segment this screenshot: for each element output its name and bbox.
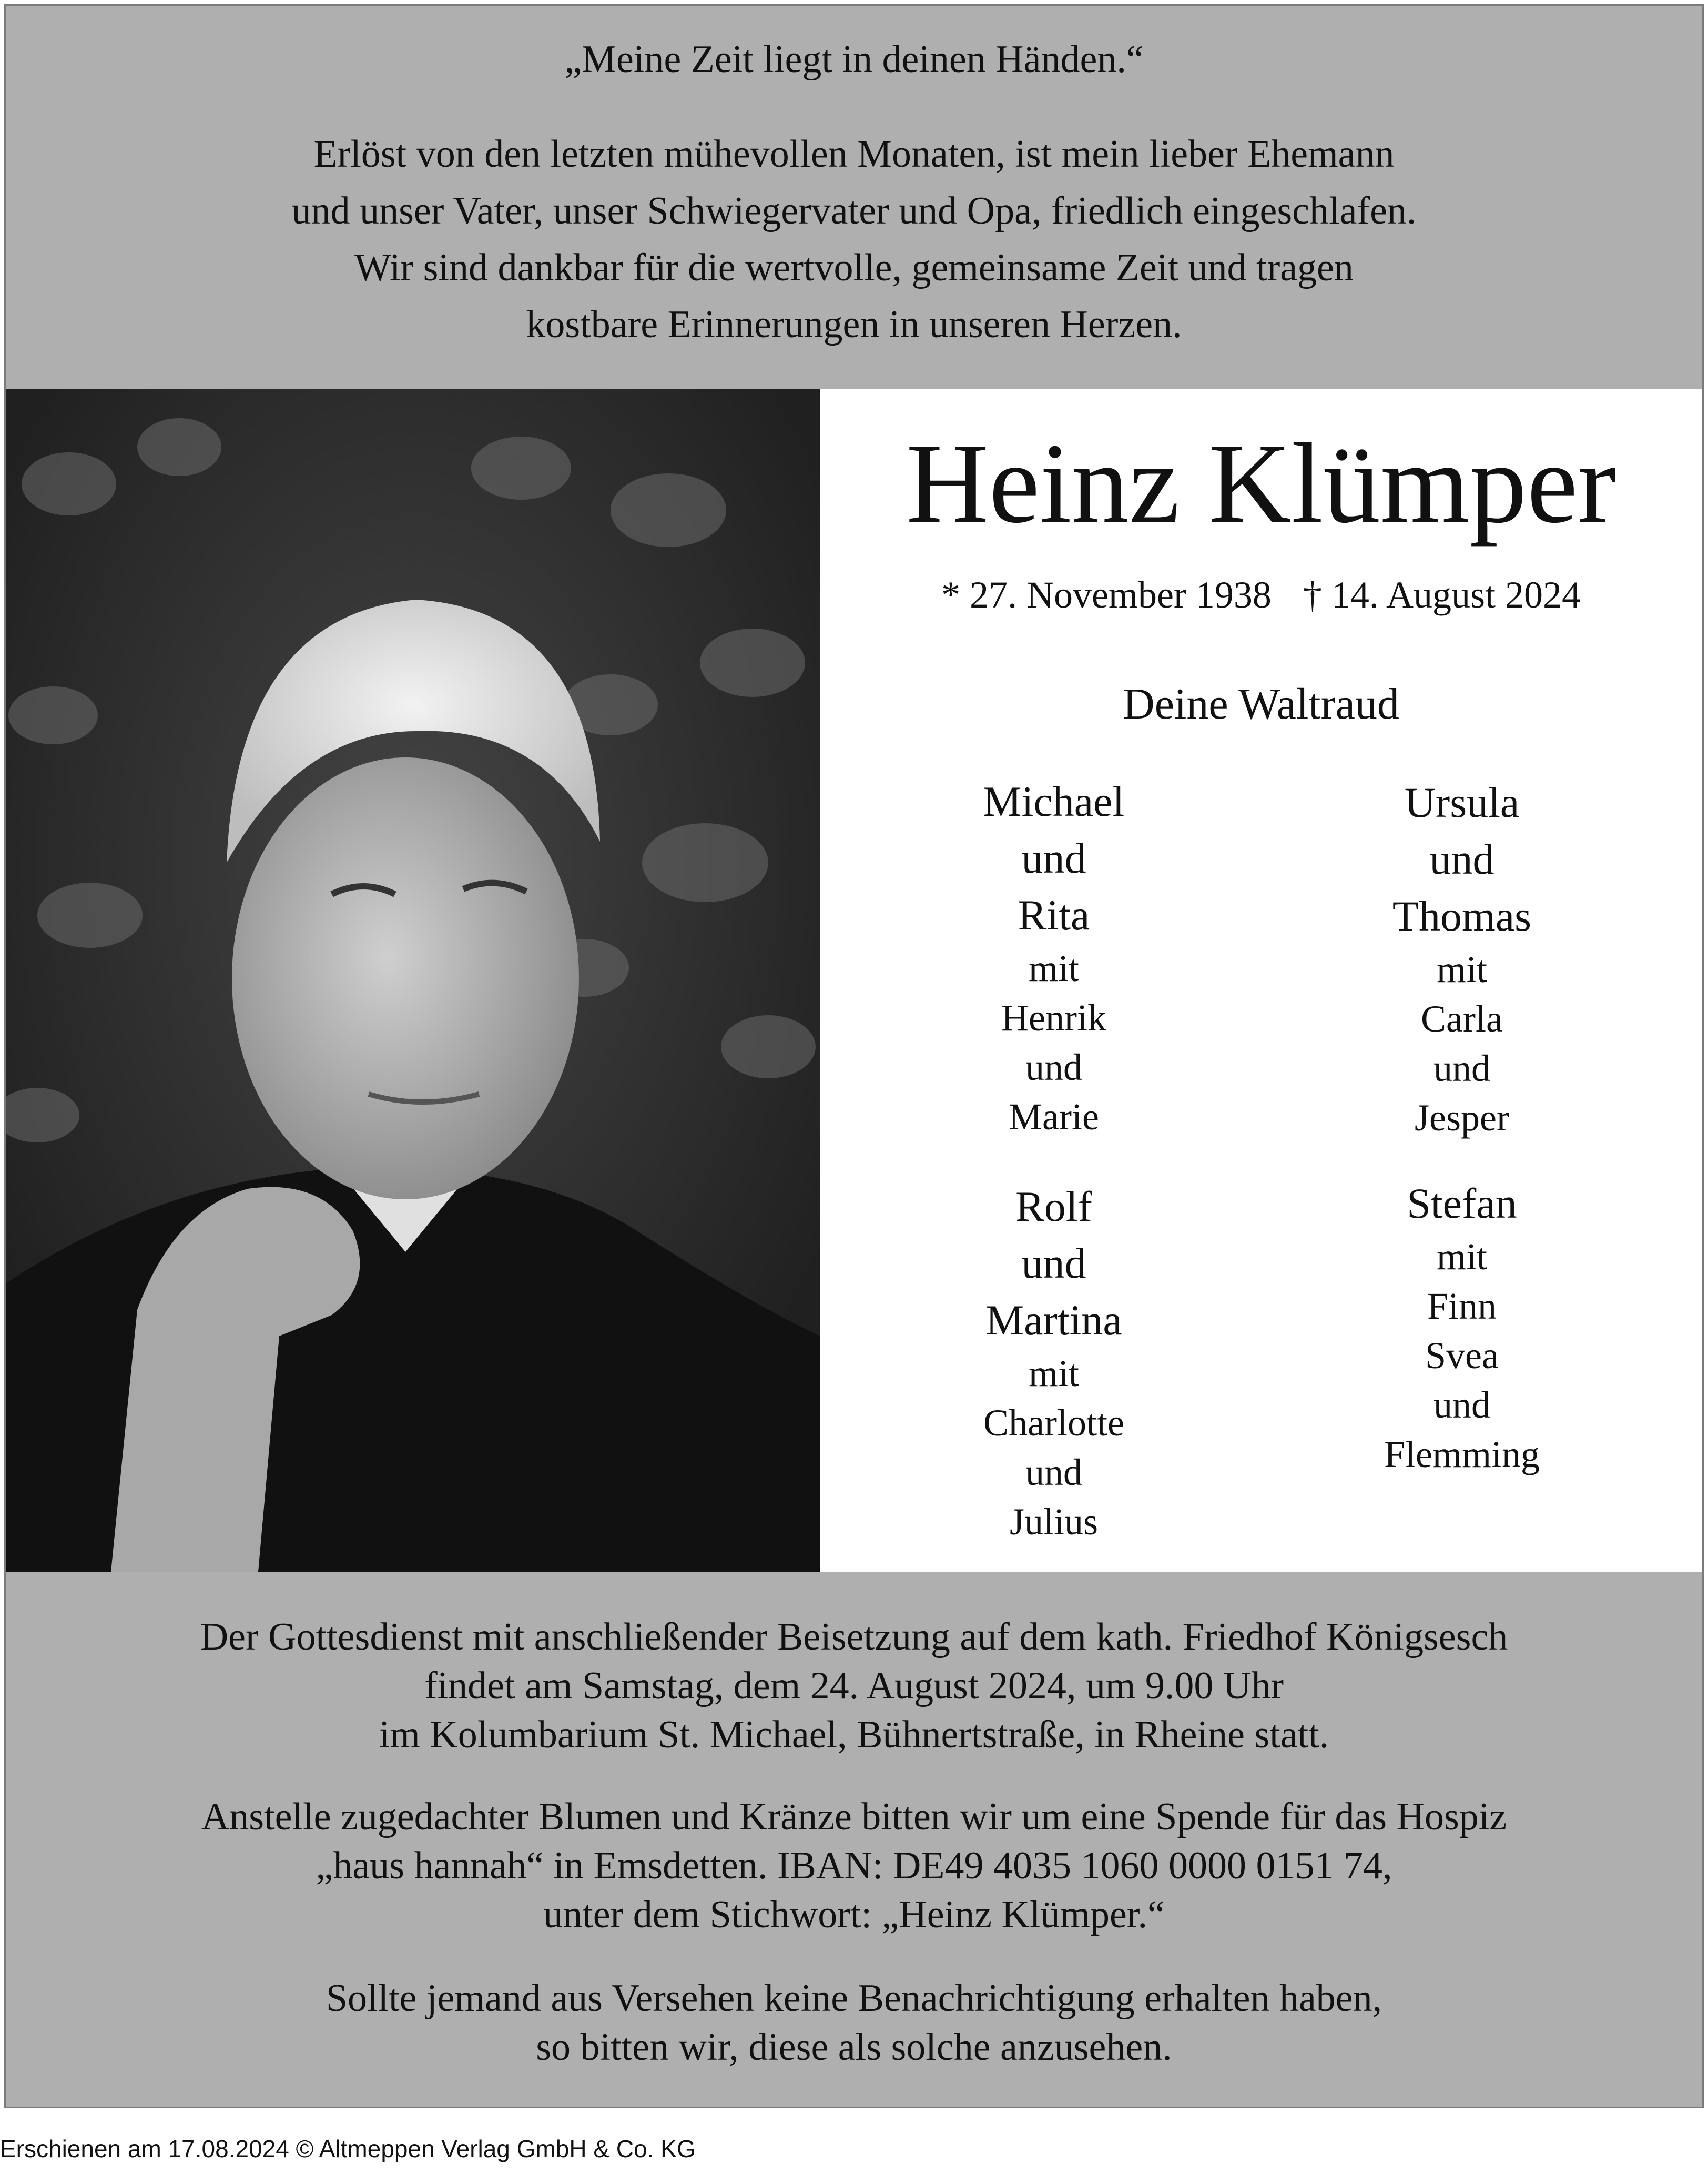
family-child: und bbox=[1025, 1451, 1082, 1493]
service-info bbox=[6, 1613, 1702, 1760]
family-group bbox=[1278, 774, 1646, 1142]
intro-text bbox=[6, 126, 1702, 353]
notice-line: so bitten wir, diese als solche anzusehen. bbox=[536, 2026, 1172, 2069]
family-child: mit bbox=[1028, 1352, 1079, 1394]
notice-info bbox=[6, 1974, 1702, 2072]
family-name: und bbox=[1021, 834, 1086, 882]
service-line: Der Gottesdienst mit anschließender Beisetzung auf dem kath. Friedhof Königsesch bbox=[200, 1615, 1508, 1659]
family-group bbox=[870, 773, 1238, 1141]
donation-line: unter dem Stichwort: „Heinz Klümper.“ bbox=[543, 1893, 1165, 1936]
intro-line: Erlöst von den letzten mühevollen Monaten, ist mein lieber Ehemann bbox=[313, 133, 1395, 176]
intro-line: kostbare Erinnerungen in unseren Herzen. bbox=[526, 303, 1182, 346]
family-child: Charlotte bbox=[983, 1402, 1124, 1444]
life-dates bbox=[820, 573, 1702, 617]
donation-line: Anstelle zugedachter Blumen und Kränze bitten wir um eine Spende für das Hospiz bbox=[201, 1795, 1507, 1838]
birth-date: * 27. November 1938 bbox=[941, 574, 1272, 616]
family-name: Rita bbox=[1018, 891, 1090, 939]
family-name: Thomas bbox=[1392, 892, 1532, 940]
motto: „Meine Zeit liegt in deinen Händen.“ bbox=[564, 38, 1144, 81]
service-line: findet am Samstag, dem 24. August 2024, um 9.00 Uhr bbox=[424, 1664, 1284, 1707]
family-child: Finn bbox=[1427, 1285, 1497, 1327]
family-name: Ursula bbox=[1404, 778, 1520, 826]
bottom-band bbox=[6, 1572, 1702, 2107]
service-line: im Kolumbarium St. Michael, Bühnertstraße, in Rheine statt. bbox=[379, 1713, 1329, 1756]
family-child: Henrik bbox=[1001, 997, 1106, 1039]
family-child: und bbox=[1434, 1047, 1490, 1089]
family-name: Michael bbox=[983, 777, 1125, 825]
donation-line: „haus hannah“ in Emsdetten. IBAN: DE49 4035 1060 0000 0151 74, bbox=[316, 1844, 1392, 1887]
family-child: Flemming bbox=[1384, 1433, 1540, 1475]
family-name: und bbox=[1021, 1239, 1086, 1287]
portrait-photo bbox=[6, 389, 820, 1572]
portrait-illustration bbox=[6, 389, 820, 1572]
deceased-name: Heinz Klümper bbox=[906, 420, 1616, 547]
family-group bbox=[870, 1178, 1238, 1546]
notice-line: Sollte jemand aus Versehen keine Benachrichtigung erhalten haben, bbox=[326, 1977, 1382, 2020]
family-child: Carla bbox=[1421, 998, 1503, 1040]
family-child: mit bbox=[1436, 1236, 1487, 1278]
intro-line: und unser Vater, unser Schwiegervater und Opa, friedlich eingeschlafen. bbox=[291, 189, 1417, 232]
family-child: Julius bbox=[1009, 1501, 1099, 1543]
intro-line: Wir sind dankbar für die wertvolle, gemeinsame Zeit und tragen bbox=[354, 246, 1354, 289]
family-group bbox=[1278, 1175, 1646, 1479]
family-name: Stefan bbox=[1407, 1179, 1517, 1227]
spouse: Deine Waltraud bbox=[1123, 680, 1399, 729]
family-name: Rolf bbox=[1015, 1182, 1092, 1230]
family-name: Martina bbox=[985, 1296, 1122, 1344]
top-band bbox=[6, 6, 1702, 389]
family-child: Svea bbox=[1425, 1334, 1499, 1377]
family-child: und bbox=[1434, 1384, 1490, 1426]
family-child: Jesper bbox=[1415, 1097, 1509, 1139]
family-child: mit bbox=[1436, 948, 1487, 990]
family-child: mit bbox=[1028, 947, 1079, 989]
family-child: und bbox=[1025, 1046, 1082, 1088]
donation-info bbox=[6, 1793, 1702, 1939]
death-date: † 14. August 2024 bbox=[1303, 574, 1581, 616]
family-name: und bbox=[1429, 835, 1494, 883]
publication-footer: Erschienen am 17.08.2024 © Altmeppen Verlag GmbH & Co. KG bbox=[0, 2135, 696, 2162]
family-child: Marie bbox=[1009, 1096, 1099, 1138]
